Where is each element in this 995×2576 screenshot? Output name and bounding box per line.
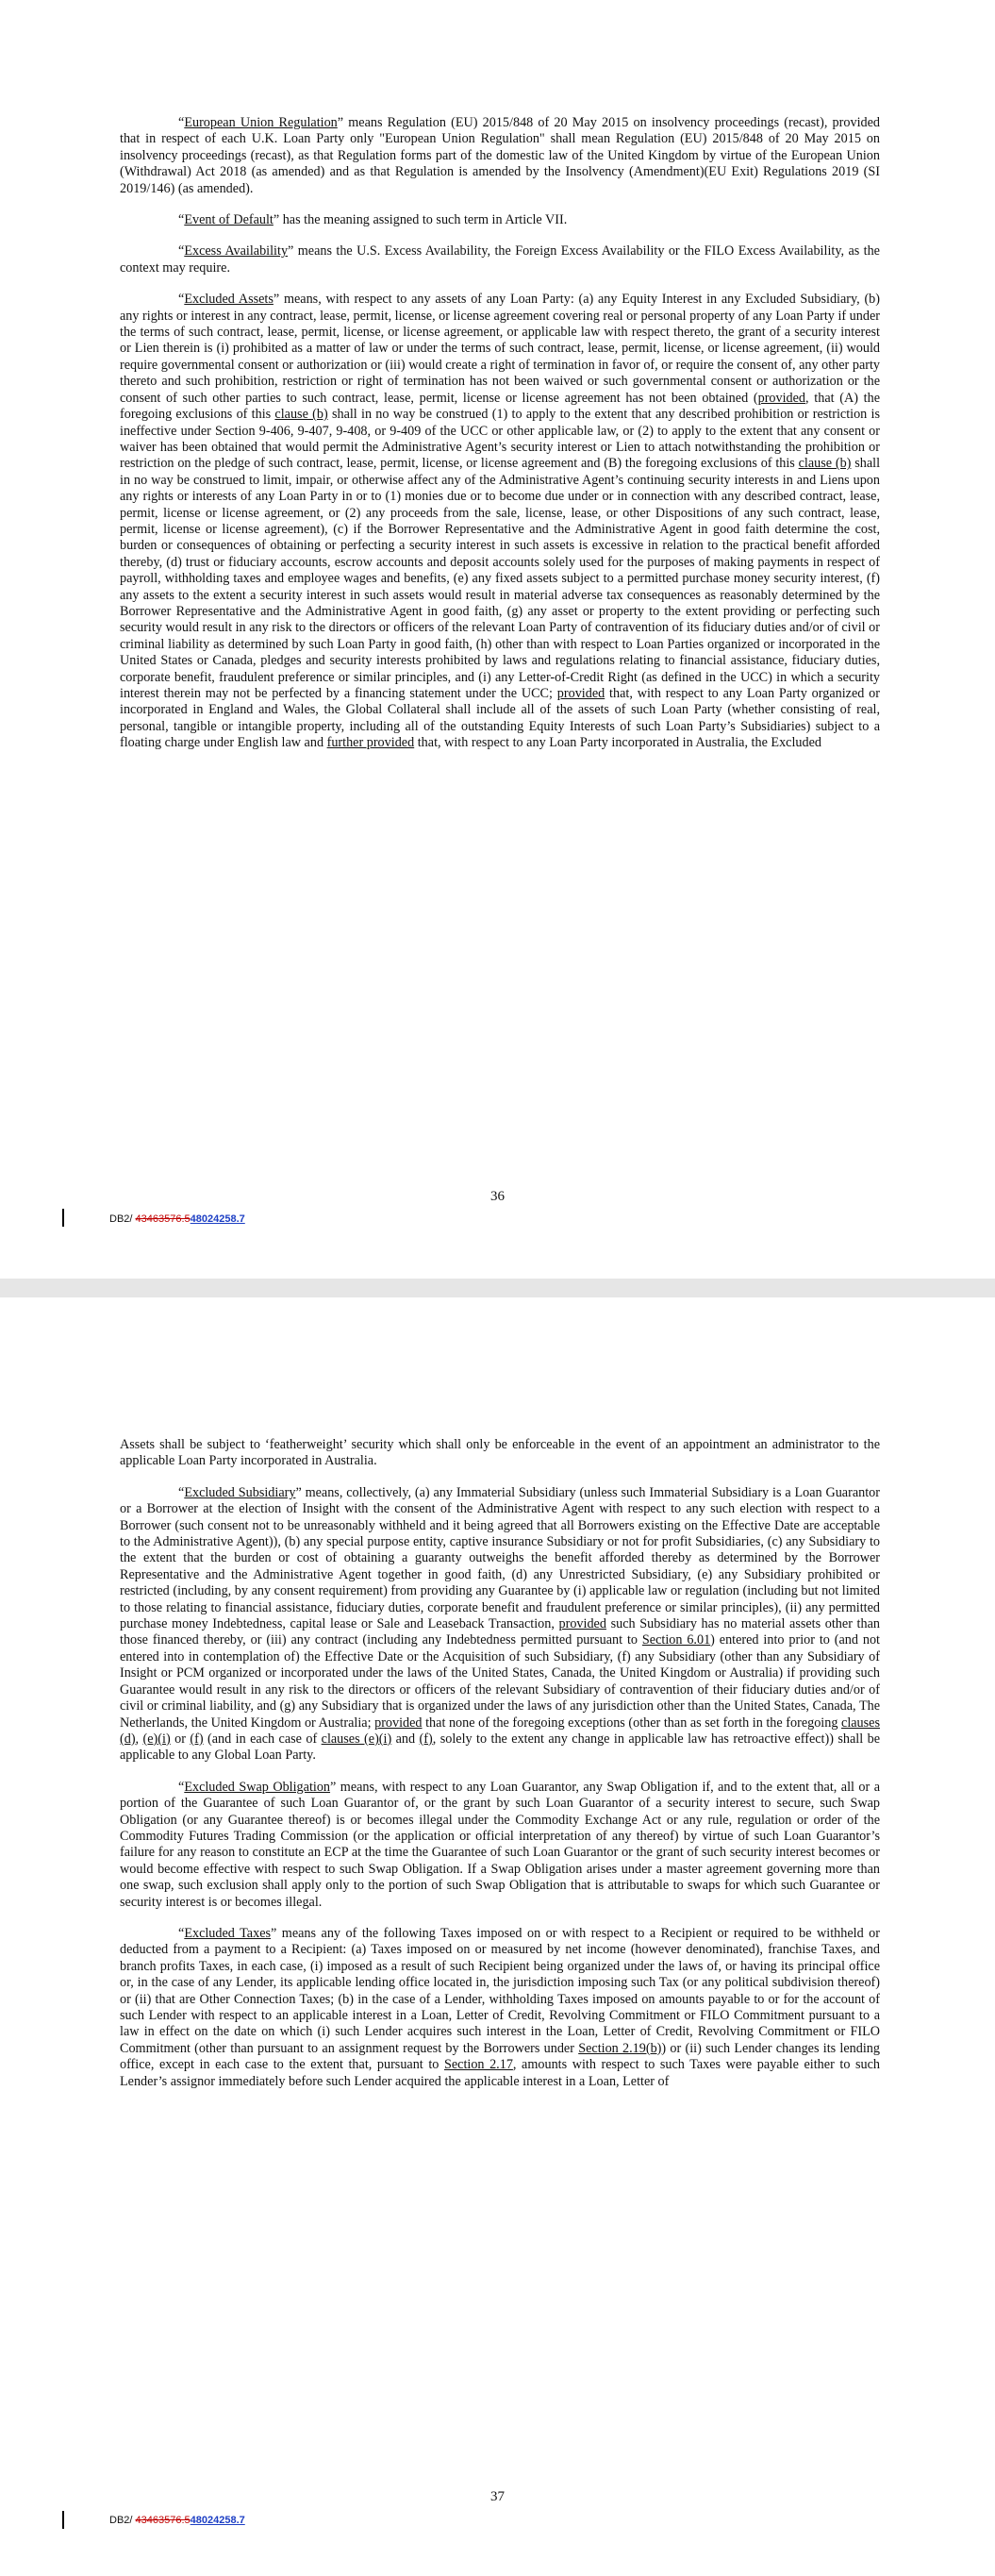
text-run: , amounts with respect to such Taxes were payable either to such Lender’s assignor immediately before such Lender acquired the applicable interest in a Loan, Letter of xyxy=(120,2057,880,2089)
excluded-assets-continuation xyxy=(120,1437,880,1470)
text-run: “ xyxy=(178,1779,185,1795)
text-run: ” means, with respect to any assets of any Loan Party: (a) any Equity Interest in any Excluded Subsidiary, (b) any rights or interest in any contract, lease, permit, license, or license agreement covering real or personal property of any Loan Party if under the terms of such contract, lease, permit, license, or license agreement, or applicable law with respect thereto, the grant of a security interest or Lien therein is (i) prohibited as a matter of law or under the terms of such contract, lease, permit, license, or license agreement, (ii) would require governmental consent or authorization or (iii) would create a right of termination in favor of, or require the consent of, any other party thereto and such prohibition, restriction or right of termination has not been waived or such governmental consent or authorization or the consent of such other parties to such contract, lease, permit, license or license agreement has not been obtained ( xyxy=(120,292,880,406)
underlined-term: Event of Default xyxy=(184,212,274,228)
text-run: , xyxy=(135,1731,143,1747)
doc-id-inserted: 48024258.7 xyxy=(190,1213,245,1225)
text-run: such Subsidiary has no material assets other than those financed thereby, or (iii) any contract (including any Indebtedness permitted pursuant to xyxy=(120,1616,880,1648)
underlined-term: Section 6.01 xyxy=(641,1632,711,1648)
text-run: Assets shall be subject to ‘featherweight’ security which shall only be enforceable in the event of an appointment an administrator to the applicable Loan Party incorporated in Australia. xyxy=(120,1437,880,1469)
change-bar xyxy=(62,1209,64,1227)
underlined-term: Excluded Assets xyxy=(184,292,274,308)
underlined-term: (f) xyxy=(419,1731,433,1747)
definition-excluded-subsidiary xyxy=(120,1485,880,1765)
page-number: 37 xyxy=(490,2489,505,2504)
underlined-term: provided xyxy=(556,686,605,701)
text-run: “ xyxy=(178,1925,185,1941)
underlined-term: European Union Regulation xyxy=(184,115,338,130)
text-run: ” means any of the following Taxes imposed on or with respect to a Recipient or required to be withheld or deducted from a payment to a Recipient: (a) Taxes imposed on or measured by net income (however denominated), franchise Taxes, and branch profits Taxes, in each case, (i) imposed as a result of such Recipient being organized under the laws of, or having its principal office or, in the case of any Lender, its applicable lending office located in, the jurisdiction imposing such Tax (or any political subdivision thereof) or (ii) that are Other Connection Taxes; (b) in the case of a Lender, withholding Taxes imposed on amounts payable to or for the account of such Lender with respect to an applicable interest in a Loan, Letter of Credit, Revolving Commitment or FILO Commitment pursuant to a law in effect on the date on which (i) such Lender acquires such interest in the Loan, Letter of Credit, Revolving Commitment or FILO Commitment (other than pursuant to an assignment request by the Borrowers under xyxy=(120,1925,880,2056)
text-run: ) or (ii) such Lender changes its lending office, except in each case to the extent that, pursuant to xyxy=(120,2040,880,2073)
text-run: ) entered into prior to (and not entered into in contemplation of) the Effective Date or the Acquisition of such Subsidiary, (f) any Subsidiary (other than any Subsidiary of Insight or PCM organized or incorporated under the laws of the United States, Canada, the United Kingdom or Australia) if providing such Guarantee would result in any risk to the directors or officers of the relevant Subsidiary of contravention of their fiduciary duties and/or of civil or criminal liability, and (g) any Subsidiary that is organized under the laws of any jurisdiction other than the United States, Canada, The Netherlands, the United Kingdom or Australia; xyxy=(120,1632,880,1731)
doc-id-inserted: 48024258.7 xyxy=(190,2515,245,2526)
document-id xyxy=(109,1213,245,1225)
page-37 xyxy=(0,1297,995,2576)
text-run: “ xyxy=(178,1484,185,1500)
text-run: “ xyxy=(178,243,185,259)
text-run: ” means, with respect to any Loan Guarantor, any Swap Obligation if, and to the extent that, all or a portion of the Guarantee of such Loan Guarantor of, or the grant by such Loan Guarantor of a security interest to secure, such Swap Obligation (or any Guarantee thereof) is or becomes illegal under the Commodity Exchange Act or any rule, regulation or order of the Commodity Futures Trading Commission (or the application or official interpretation of any thereof) by virtue of such Loan Guarantor’s failure for any reason to constitute an ECP at the time the Guarantee of such Loan Guarantor or the grant of such security interest becomes or would become effective with respect to such Swap Obligation. If a Swap Obligation arises under a master agreement governing more than one swap, such exclusion shall apply only to the portion of such Swap Obligation that is attributable to swaps for which such Guarantee or security interest is or becomes illegal. xyxy=(120,1779,880,1910)
doc-id-deleted: 43463576.5 xyxy=(135,2515,191,2526)
underlined-term: (f) xyxy=(190,1731,204,1747)
underlined-term: clause (b) xyxy=(274,407,328,423)
underlined-term: Section 2.17 xyxy=(443,2057,513,2073)
definition-excluded-swap-obligation xyxy=(120,1780,880,1911)
underlined-term: provided xyxy=(558,1616,606,1632)
text-run: or xyxy=(170,1731,191,1747)
doc-prefix: DB2/ xyxy=(109,2515,136,2526)
doc-prefix: DB2/ xyxy=(109,1213,136,1225)
text-run: “ xyxy=(178,292,185,308)
text-run: ” means, collectively, (a) any Immaterial Subsidiary (unless such Immaterial Subsidiary is a Loan Guarantor or a Borrower at the election of Insight with the consent of the Administrative Agent with respect to any such election with respect to a Borrower (such consent not to be unreasonably withheld and it being agreed that all Borrowers existing on the Effective Date are acceptable to the Administrative Agent)), (b) any special purpose entity, captive insurance Subsidiary or not for profit Subsidiaries, (c) any Subsidiary to the extent that the burden or cost of obtaining a guaranty outweighs the benefit afforded thereby as determined by the Borrower Representative and the Administrative Agent together in good faith, (d) any Unrestricted Subsidiary, (e) any Subsidiary prohibited or restricted (including, by any consent requirement) from providing any Guarantee by (i) applicable law or regulation (including but not limited to those relating to financial assistance, fiduciary duties, corporate benefit and fraudulent preference or similar principles), (ii) any permitted purchase money Indebtedness, capital lease or Sale and Leaseback Transaction, xyxy=(120,1484,880,1632)
page-number: 36 xyxy=(490,1189,505,1204)
definition-excess-availability xyxy=(120,243,880,276)
definition-excluded-taxes xyxy=(120,1926,880,2090)
underlined-term: Excess Availability xyxy=(184,243,289,259)
text-run: that, with respect to any Loan Party incorporated in Australia, the Excluded xyxy=(414,735,821,751)
text-run: shall in no way be construed (1) to apply to the extent that any described prohibition or restriction is ineffective under Section 9-406, 9-407, 9-408, or 9-409 of the UCC or other applicable law, or (2) to apply to the extent that any consent or waiver has been obtained that would permit the Administrative Agent’s security interest or Lien to attach notwithstanding the prohibition or restriction on the pledge of such contract, lease, permit, license, or license agreement and (B) the foregoing exclusions of this xyxy=(120,407,880,472)
text-run: ” has the meaning assigned to such term in Article VII. xyxy=(273,212,568,228)
text-run: shall in no way be construed to limit, impair, or otherwise affect any of the Administrative Agent’s continuing security interests in and Liens upon any rights or interests of any Loan Party in or to (1) monies due or to become due under or in connection with any described contract, lease, permit, license or license agreement, or (2) any proceeds from the sale, license, lease, or other Dispositions of any such contract, lease, permit, license or license agreement), (c) if the Borrower Representative and the Administrative Agent in good faith determine the cost, burden or consequences of obtaining or perfecting a security interest in such assets is excessive in relation to the practical benefit afforded thereby, (d) trust or fiduciary accounts, escrow accounts and deposit accounts solely used for the purposes of making payments in respect of payroll, withholding taxes and employee wages and benefits, (e) any fixed assets subject to a permitted purchase money security interest, (f) any assets to the extent a security interest in such assets would result in material adverse tax consequences as reasonably determined by the Borrower Representative and the Administrative Agent in good faith, (g) any asset or property to the extent providing or perfecting such security would result in any risk to the directors or officers of the relevant Loan Party of contravention of its fiduciary duties and/or of civil or criminal liability as determined by such Loan Party in good faith, (h) other than with respect to Loan Parties organized or incorporated in the United States or Canada, pledges and security interests prohibited by laws and regulations relating to financial assistance, fiduciary duties, corporate benefit, fraudulent preference or similar principles, and (i) any Letter-of-Credit Right (as defined in the UCC) in which a security interest therein may not be perfected by a financing statement under the UCC; xyxy=(120,456,881,701)
underlined-term: clauses (d) xyxy=(120,1715,880,1747)
page-36 xyxy=(0,0,995,1279)
underlined-term: Excluded Taxes xyxy=(184,1925,272,1941)
doc-id-deleted: 43463576.5 xyxy=(135,1213,191,1225)
underlined-term: clause (b) xyxy=(798,456,852,472)
definition-event-of-default xyxy=(120,212,880,228)
text-run: “ xyxy=(178,115,185,130)
definition-excluded-assets xyxy=(120,292,880,751)
definition-european-union-regulation xyxy=(120,115,880,197)
underlined-term: (e)(i) xyxy=(142,1731,171,1747)
underlined-term: Excluded Swap Obligation xyxy=(184,1779,331,1795)
underlined-term: Excluded Subsidiary xyxy=(184,1484,296,1500)
underlined-term: further provided xyxy=(326,735,415,751)
text-run: ” means Regulation (EU) 2015/848 of 20 May 2015 on insolvency proceedings (recast), provided that in respect of each U.K. Loan Party only "European Union Regulation" shall mean Regulation (EU) 2015/848 of 20 May 2015 on insolvency proceedings (recast), as that Regulation forms part of the domestic law of the United Kingdom by virtue of the European Union (Withdrawal) Act 2018 (as amended) and as that Regulation is amended by the Insolvency (Amendment)(EU Exit) Regulations 2019 (SI 2019/146) (as amended). xyxy=(120,115,880,196)
change-bar xyxy=(62,2511,64,2529)
underlined-term: clauses (e)(i) xyxy=(321,1731,392,1747)
page-36-body xyxy=(120,115,880,767)
underlined-term: provided xyxy=(757,390,806,406)
text-run: and xyxy=(391,1731,420,1747)
text-run: (and in each case of xyxy=(203,1731,322,1747)
document-id xyxy=(109,2515,245,2526)
underlined-term: Section 2.19(b) xyxy=(578,2040,662,2056)
text-run: that, with respect to any Loan Party organized or incorporated in England and Wales, the Global Collateral shall include all of the assets of such Loan Party (whether consisting of real, personal, tangible or intangible property, including all of the outstanding Equity Interests of such Loan Party’s Subsidiaries) subject to a floating charge under English law and xyxy=(120,686,880,751)
text-run: , solely to the extent any change in applicable law has retroactive effect)) shall be applicable to any Global Loan Party. xyxy=(120,1731,880,1764)
text-run: ” means the U.S. Excess Availability, the Foreign Excess Availability or the FILO Excess Availability, as the context may require. xyxy=(120,243,880,276)
text-run: “ xyxy=(178,212,185,228)
underlined-term: provided xyxy=(374,1715,423,1731)
page-37-body xyxy=(120,1437,880,2105)
text-run: that none of the foregoing exceptions (other than as set forth in the foregoing xyxy=(422,1715,842,1731)
text-run: , that (A) the foregoing exclusions of this xyxy=(120,390,880,423)
